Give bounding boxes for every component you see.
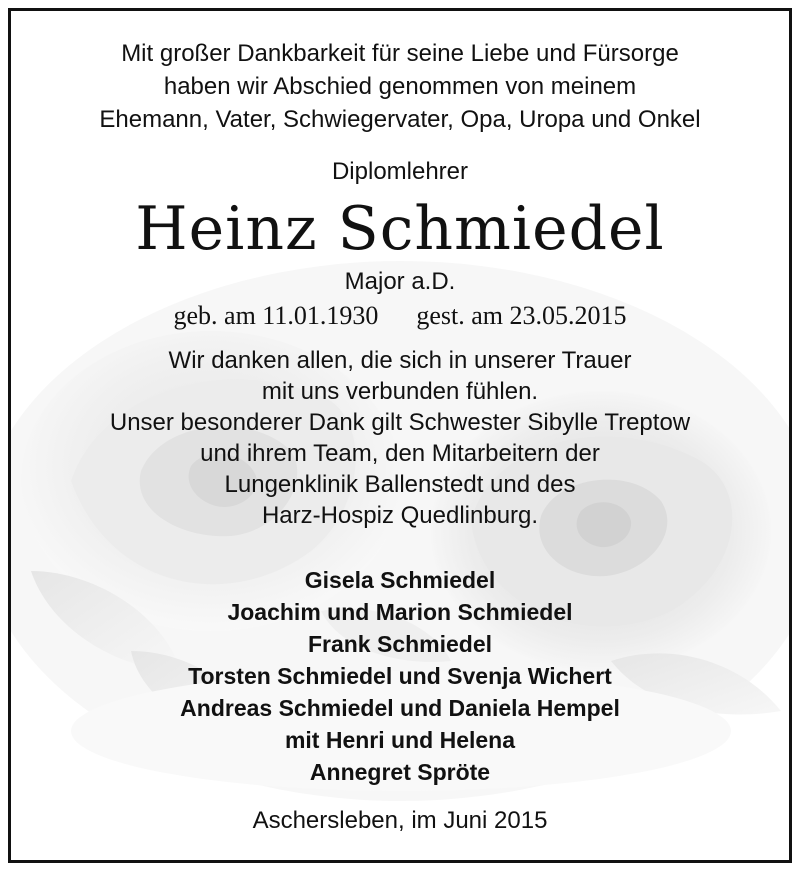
birth-date: geb. am 11.01.1930 xyxy=(173,301,379,330)
family-member: Joachim und Marion Schmiedel xyxy=(227,599,573,625)
intro-text xyxy=(11,37,789,136)
rank-title: Major a.D. xyxy=(344,268,456,295)
intro-line: Ehemann, Vater, Schwiegervater, Opa, Uropa und Onkel xyxy=(99,106,701,133)
thanks-text xyxy=(11,345,789,531)
family-member: Frank Schmiedel xyxy=(307,631,493,657)
family-member: Andreas Schmiedel und Daniela Hempel xyxy=(180,695,620,721)
family-member: Annegret Spröte xyxy=(309,759,491,785)
deceased-name: Heinz Schmiedel xyxy=(135,194,665,264)
place-and-date: Aschersleben, im Juni 2015 xyxy=(252,807,548,834)
family-signatures xyxy=(11,564,789,788)
profession-title: Diplomlehrer xyxy=(331,158,469,185)
family-member: mit Henri und Helena xyxy=(284,727,516,753)
family-member: Torsten Schmiedel und Svenja Wichert xyxy=(188,663,612,689)
intro-line: haben wir Abschied genommen von meinem xyxy=(163,73,637,100)
family-member: Gisela Schmiedel xyxy=(304,567,496,593)
obituary-frame xyxy=(8,8,792,863)
intro-line: Mit großer Dankbarkeit für seine Liebe und Fürsorge xyxy=(121,40,679,67)
thanks-line: Harz-Hospiz Quedlinburg. xyxy=(261,502,539,529)
thanks-line: Lungenklinik Ballenstedt und des xyxy=(224,471,576,498)
death-date: gest. am 23.05.2015 xyxy=(416,301,627,330)
thanks-line: Unser besonderer Dank gilt Schwester Sibylle Treptow xyxy=(109,409,691,436)
thanks-line: mit uns verbunden fühlen. xyxy=(261,378,539,405)
thanks-line: und ihrem Team, den Mitarbeitern der xyxy=(200,440,600,467)
thanks-line: Wir danken allen, die sich in unserer Trauer xyxy=(168,347,632,374)
life-dates xyxy=(11,299,789,333)
